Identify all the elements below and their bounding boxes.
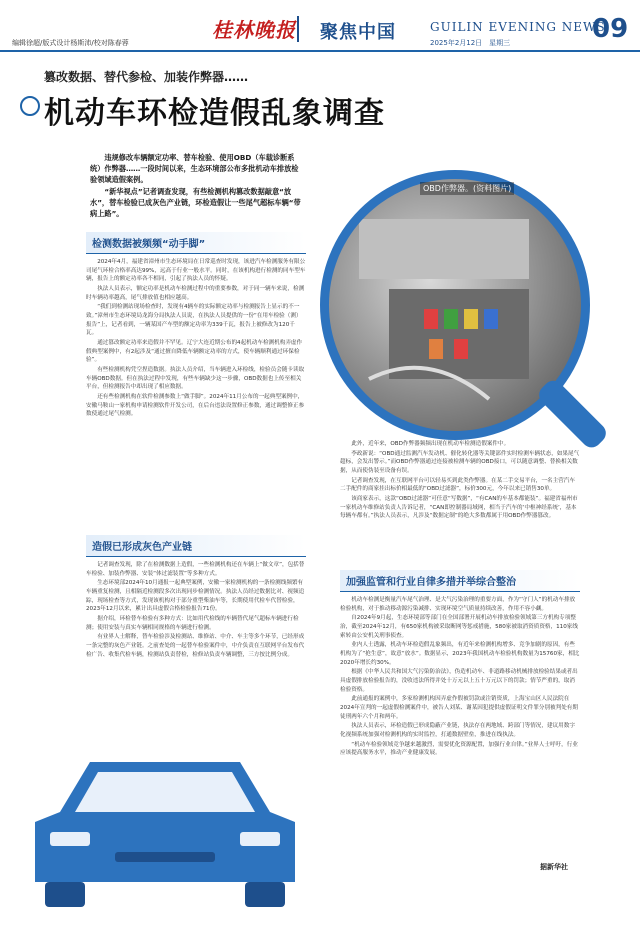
body-paragraph: 执法人员表示，额定功率是机动车检测过程中的重要参数，对于同一辆车来说，检测时车辆功率越高，尾气排放值也相应越高。 bbox=[86, 285, 305, 301]
paper-english-name: GUILIN EVENING NEWS bbox=[430, 20, 606, 34]
lead-paragraph: 违规修改车辆额定功率、替车检验、使用OBD（车载诊断系统）作弊器……一段时间以来，生态环境部公布多批机动车排放检验领域造假案例。 bbox=[90, 153, 299, 184]
body-paragraph: 生态环境部2024年10月通报一起典型案例，安徽一家检测机构的一条检测线频繁有车辆重复检测，且相隔近检测段多次出现同步检测情况。执法人员经过数据比对、视频追踪，现场检查等方式，发现该机构对于部分重型柴油车等，长期使用代检车代替检验，2023年12月以来，累计出具虚假合格检验报告71份。 bbox=[86, 580, 305, 613]
article-title: 机动车环检造假乱象调查 bbox=[44, 96, 385, 131]
body-paragraph: 该商家表示，这款“OBD过滤器”可任意“写数据”，“有CAN的车基本都能装”。福建省福州市一家机动车维修站负责人告诉记者，“CAN即控制器局域网，相当于汽车的‘中枢神经系统’，基本每辆车都有。”执法人员表示，凡涉及“数据定制”的绝大多数都属于用OBD作弊器篡改。 bbox=[340, 495, 578, 520]
section-2 bbox=[86, 535, 306, 660]
issue-date: 2025年2月12日 星期三 bbox=[430, 39, 511, 47]
section-4 bbox=[340, 570, 580, 759]
body-paragraph: 有些检测机构凭空捏造数据。执法人员介绍，当车辆进入环检线，检验员会随卡读取车辆OBD数据。但在执法过程中发现，有些车辆缺少这一步骤，OBD数据也上传至相关平台，但检测报告中却出现了相应数据。 bbox=[86, 366, 305, 391]
section-heading: 造假已形成灰色产业链 bbox=[86, 535, 306, 557]
page-number: 09 bbox=[592, 14, 629, 44]
section-name: 聚焦中国 bbox=[320, 22, 396, 43]
body-paragraph: 自2024年9月起，生态环境部等部门在全国部署开展机动车排放检验领域第三方机构专项整治，截至2024年12月，有650家机构被采取断网等惩戒措施，580家被取消资质资格，110家线索转由公安机关刑事侦查。 bbox=[340, 615, 578, 639]
article-lead bbox=[90, 153, 305, 222]
body-paragraph: “机动车检验领域竞争越来越激烈，需要优化资源配置，加强行业自律。”业界人士呼吁，行业应该提高服务水平，推动产业健康发展。 bbox=[340, 741, 578, 757]
body-paragraph: 此外，近年来，OBD作弊器频频出现在机动车检测造假案件中。 bbox=[351, 441, 510, 447]
body-paragraph: 根据《中华人民共和国大气污染防治法》，伪造机动车、非道路移动机械排放检验结果或者出具虚假排放检验报告的，没收违法所得并处十万元以上五十万元以下的罚款；情节严重的，取消检验资格。 bbox=[340, 669, 578, 693]
section-3 bbox=[340, 440, 580, 522]
body-paragraph: 有业界人士解释，替车检验涉及检测站、维修站、中介、车主等多个环节，已经形成一条完整的灰色产业链。之前查处的一起替车检验案件中，中介负责在互联网平台发布代检广告、收集代检车辆，检测站负责替检，检修站负责车辆调整，三方按比例分成。 bbox=[86, 634, 305, 658]
section-1 bbox=[86, 232, 306, 420]
body-paragraph: 李政新说：“OBD通过监测汽车发动机、催化转化器等关键部件实时检测车辆状态，如果尾气超标，会发出警示。”而OBD作弊器通过连接被检测车辆的OBD接口，可以随意调整、替换相关数据，从而使伪装至设备有误。 bbox=[340, 450, 580, 474]
body-paragraph: 机动车检测是衡量汽车尾气治理、是大气污染治理的重要方面，作为“守门人”的机动车排放检验机构，对于推动移动源污染减排、实现环境空气质量持续改善，作用不容小觑。 bbox=[340, 597, 576, 612]
body-paragraph: 业内人士透露，机动车环检造假乱象频出，有近年来检测机构增多、竞争加剧的原因，有些机构为了“抢生意”，故意“放水”。数据显示，2023年我国机动车检验机构数量为15760家，相比2020年增长约30%。 bbox=[340, 642, 580, 666]
body-paragraph: 据介绍，环检替车检验有多种方式：比如用代检线的车辆替代尾气超标车辆进行检测；使用安装与真实车辆相同规格的车辆进行检测。 bbox=[86, 615, 299, 631]
body-paragraph: 此前通报的案例中，多家检测机构因弄虚作假被罚款或注销资质，上海宝山区人民法院在2024年宣判的一起虚假检测案件中，被告人刘某、谢某因犯提供虚假证明文件罪分别被判处有期徒刑两年六个月和两年。 bbox=[340, 696, 578, 720]
editors-line: 编辑徐超/版式设计杨斯沛/校对陈春蓉 bbox=[12, 39, 129, 47]
photo-caption: OBD作弊器。(资料图片) bbox=[420, 182, 514, 195]
newspaper-logo: 桂林晚报 bbox=[212, 18, 296, 42]
car-illustration bbox=[20, 742, 310, 912]
header-divider bbox=[297, 16, 299, 42]
body-paragraph: 记者调查发现，在互联网平台可以轻易买到此类作弊器。在某二手交易平台，一名主营汽车二手配件的商家挂出标价相最低的“OBD过滤器”，标价300元，今年以来已销售30单。 bbox=[340, 477, 575, 493]
body-paragraph: 2024年4月，福建省漳州市生态环境局在日常巡查时发现，该进汽车检测服务有限公司尾气环检合格率高达99%，远高于行业一般水平。同时，在该机构进行检测的同车型车辆，报告上的额定功率各不相同，引起了执法人员的怀疑。 bbox=[86, 259, 306, 283]
body-paragraph: “我们到检测站现场检查时，发现有4辆车的实际额定功率与检测报告上显示的不一致。”漳州市生态环境局龙海分局执法人员说，在执法人员提供的一份“在用车检验（测）报告”上，记者看到，一辆某国产车型的额定功率为339千瓦，报告上被修改为120千瓦。 bbox=[86, 304, 302, 337]
article-kicker: 篡改数据、替代参检、加装作弊器…… bbox=[44, 70, 249, 84]
article-source: 据新华社 bbox=[540, 863, 568, 871]
body-paragraph: 还有些检测机构在软件检测参数上“做手脚”。2024年11月公布的一起典型案例中，安徽马鞍山一家机构申请检测软件开发公司，在后台违法设置修正参数，通过调整修正参数使通过尾气检测。 bbox=[86, 393, 305, 418]
lead-paragraph: “新华视点”记者调查发现，有些检测机构篡改数据敲意“放水”，替车检验已成灰色产业链，环检造假让一些尾气超标车辆“带病上路”。 bbox=[90, 187, 301, 218]
section-heading: 检测数据被频频“动手脚” bbox=[86, 232, 306, 254]
body-paragraph: 记者调查发现，除了在检测数据上造假，一些检测机构还在车辆上“做文章”，包括替车检验、加装作弊器、安装“体过滤装置”等多种方式。 bbox=[86, 562, 305, 577]
title-decoration bbox=[20, 96, 40, 116]
body-paragraph: 通过篡改额定功率来造假并不罕见。辽宁大连近期公布的4起机动车检测机构弄虚作假典型案例中，有2起涉及“通过擅自降低车辆额定功率的方式，使车辆顺利通过环保检验”。 bbox=[86, 339, 303, 364]
body-paragraph: 执法人员表示，环检造假已形成隐蔽产业链，执法存在两地域、跨部门等情况，建议用数字化视频系统加强对检测机构的实时监控，打通数据壁垒，推进在线执法。 bbox=[340, 723, 575, 738]
section-heading: 加强监管和行业自律多措并举综合整治 bbox=[340, 570, 580, 592]
